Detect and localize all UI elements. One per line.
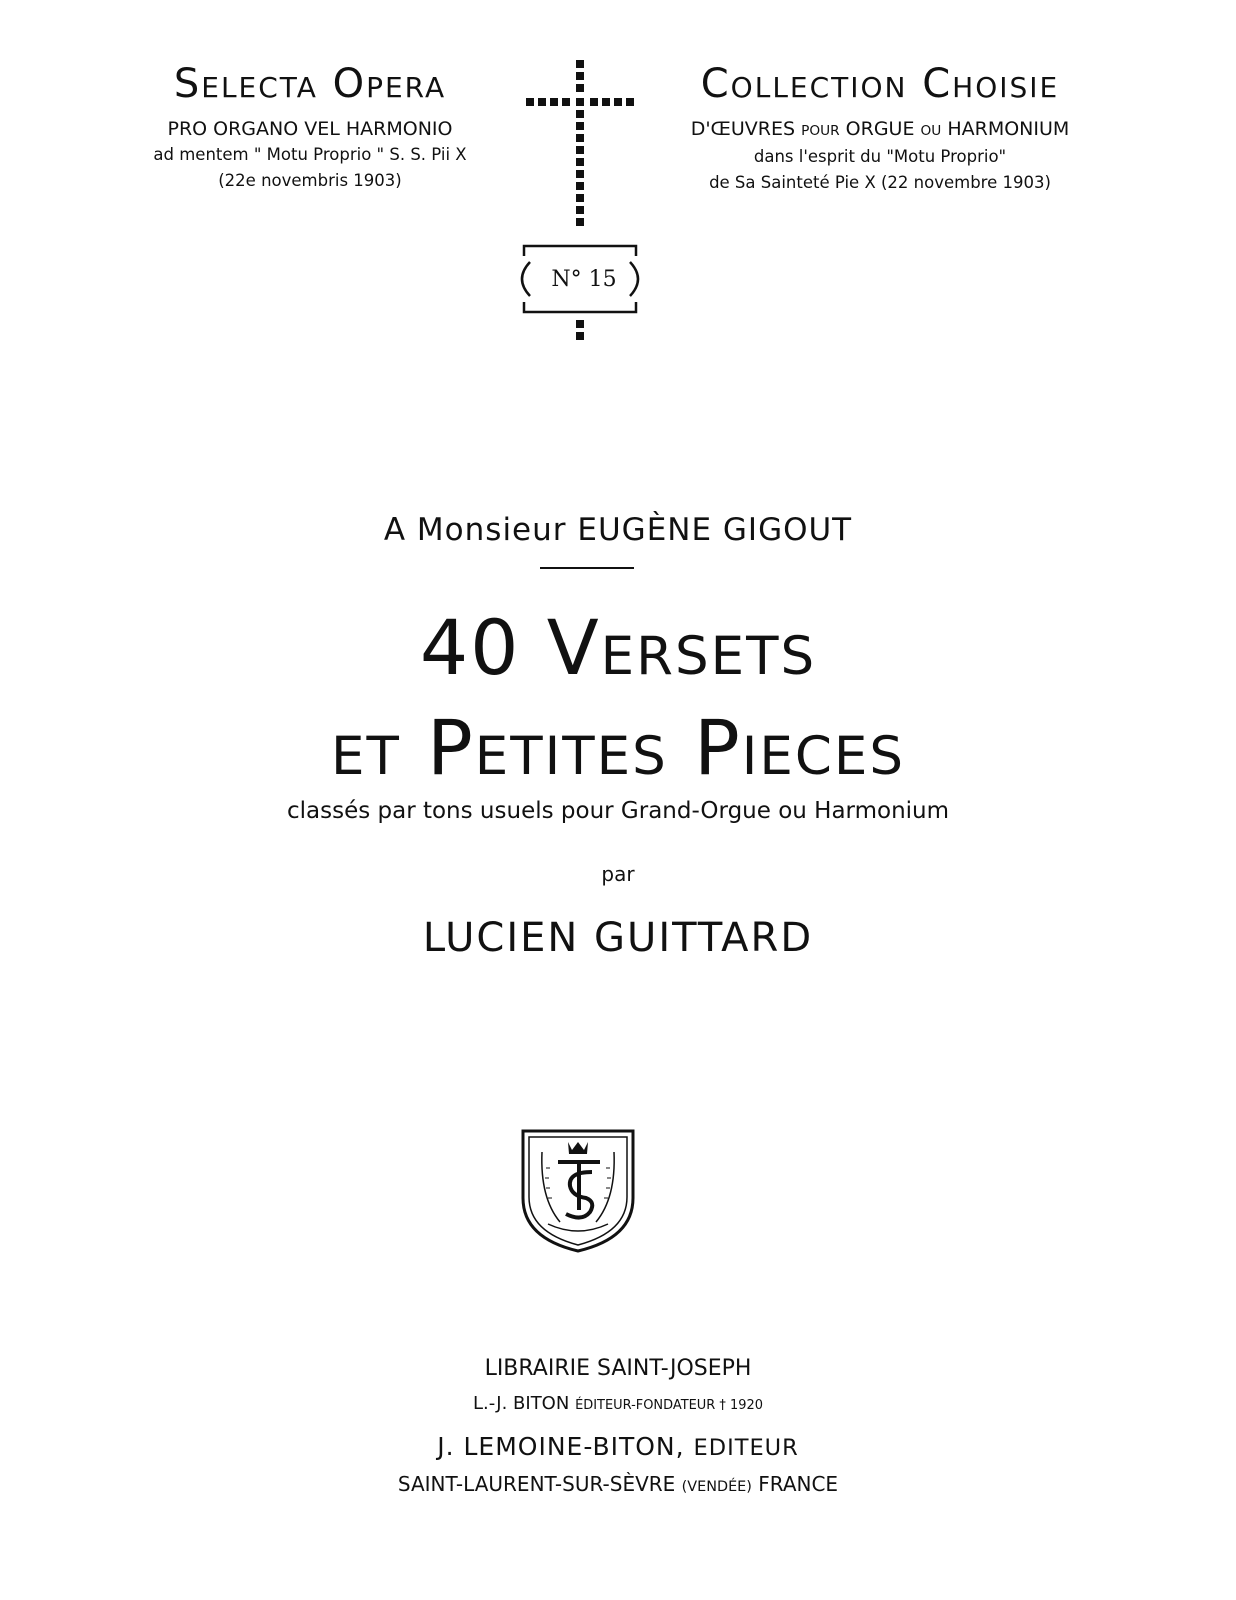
publisher-founder-role: ÉDITEUR-FONDATEUR † 1920: [575, 1398, 763, 1413]
title-line-2: et Petites Pieces: [330, 703, 906, 792]
publisher-address: [0, 1472, 1236, 1496]
divider-rule: [540, 567, 634, 569]
decorative-cross-icon: [520, 58, 640, 358]
series-latin-block: [100, 56, 520, 194]
collection-number: N° 15: [551, 267, 617, 292]
publisher-shield-emblem-icon: [520, 1128, 636, 1254]
series-french-line1-d: OU: [920, 123, 942, 139]
series-latin-line3: (22e novembris 1903): [218, 171, 402, 190]
series-french-block: [640, 56, 1120, 196]
publisher-name: LIBRAIRIE SAINT-JOSEPH: [484, 1356, 752, 1381]
dedication-prefix: A Monsieur: [383, 512, 567, 548]
series-french-line1-e: HARMONIUM: [947, 118, 1070, 140]
series-latin-line1: PRO ORGANO VEL HARMONIO: [167, 118, 453, 140]
publisher-editor-role: EDITEUR: [693, 1435, 799, 1461]
by-label: par: [601, 862, 635, 886]
publisher-editor: [0, 1432, 1236, 1461]
publisher-founder-name: L.-J. BITON: [473, 1393, 570, 1414]
publisher-editor-name: J. LEMOINE-BITON,: [437, 1432, 685, 1461]
series-french-line3: de Sa Sainteté Pie X (22 novembre 1903): [709, 173, 1051, 192]
series-latin-title: Selecta Opera: [173, 61, 447, 107]
publisher-founder: [0, 1393, 1236, 1414]
series-french-line1-a: D'ŒUVRES: [690, 118, 796, 140]
publisher-town: SAINT-LAURENT-SUR-SÈVRE: [397, 1472, 676, 1496]
series-latin-line2: ad mentem " Motu Proprio " S. S. Pii X: [153, 145, 467, 164]
series-french-line1-c: ORGUE: [845, 118, 915, 140]
series-french-line2: dans l'esprit du "Motu Proprio": [753, 147, 1007, 166]
publisher-region: (VENDÉE): [681, 1479, 752, 1495]
dedication: [0, 512, 1236, 548]
publisher-country: FRANCE: [758, 1472, 839, 1496]
dedication-name: EUGÈNE GIGOUT: [577, 512, 853, 548]
subtitle: classés par tons usuels pour Grand-Orgue ou Harmonium: [286, 798, 950, 824]
title-line-1: 40 Versets: [419, 603, 817, 692]
series-french-line1: [640, 116, 1120, 144]
author-name: LUCIEN GUITTARD: [422, 915, 814, 961]
series-french-line1-b: POUR: [801, 123, 840, 139]
series-french-title: Collection Choisie: [700, 61, 1060, 107]
